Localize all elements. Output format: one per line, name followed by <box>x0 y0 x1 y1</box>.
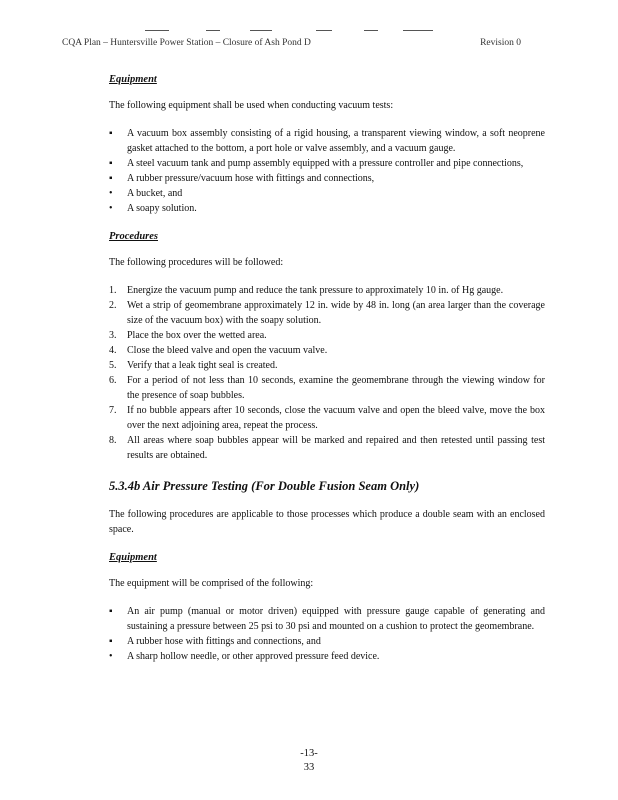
top-rule-marks <box>0 30 618 32</box>
list-item: 8. All areas where soap bubbles appear will be marked and repaired and then retested until passing test results are obtained. <box>109 435 545 461</box>
header-revision: Revision 0 <box>480 38 521 48</box>
procedures-intro: The following procedures will be followed: <box>109 257 284 268</box>
list-item: ▪ A rubber hose with fittings and connections, and <box>109 636 321 647</box>
page-label: -13- <box>300 748 318 759</box>
equipment-list <box>109 126 545 216</box>
equipment-intro: The following equipment shall be used when conducting vacuum tests: <box>109 100 394 111</box>
list-item: 3. Place the box over the wetted area. <box>109 330 267 341</box>
list-item: 7. If no bubble appears after 10 seconds, close the vacuum valve and open the bleed valve, move the box over the next adjoining area, repeat the process. <box>109 405 545 431</box>
air-pressure-section-title: 5.3.4b Air Pressure Testing (For Double Fusion Seam Only) <box>109 479 420 493</box>
list-item: ▪ A steel vacuum tank and pump assembly equipped with a pressure controller and pipe connections, <box>109 158 524 169</box>
list-item: ▪ A rubber pressure/vacuum hose with fittings and connections, <box>109 173 375 184</box>
list-item: • A bucket, and <box>109 188 183 199</box>
list-item: 4. Close the bleed valve and open the vacuum valve. <box>109 345 328 356</box>
list-item: • A sharp hollow needle, or other approved pressure feed device. <box>109 651 380 662</box>
list-item: 2. Wet a strip of geomembrane approximately 12 in. wide by 48 in. long (an area larger than the coverage size of the vacuum box) with the soapy solution. <box>109 300 545 326</box>
list-item: 1. Energize the vacuum pump and reduce the tank pressure to approximately 10 in. of Hg gauge. <box>109 285 504 296</box>
page-number: 33 <box>303 762 315 773</box>
air-pressure-intro: The following procedures are applicable to those processes which produce a double seam with an enclosed space. <box>109 509 545 535</box>
list-item: • A soapy solution. <box>109 203 197 214</box>
page-content <box>109 72 545 664</box>
list-item: ▪ An air pump (manual or motor driven) equipped with pressure gauge capable of generating and sustaining a pressure between 25 psi to 30 psi and mounted on a cushion to protect the geomembrane. <box>109 606 545 632</box>
air-equipment-list <box>109 604 545 664</box>
air-equipment-intro: The equipment will be comprised of the following: <box>109 578 314 589</box>
procedures-list <box>109 283 545 463</box>
list-item: ▪ A vacuum box assembly consisting of a rigid housing, a transparent viewing window, a soft neoprene gasket attached to the bottom, a port hole or valve assembly, and a vacuum gauge. <box>109 128 545 154</box>
air-equipment-heading: Equipment <box>109 552 157 563</box>
header-title: CQA Plan – Huntersville Power Station – Closure of Ash Pond D <box>62 38 311 48</box>
procedures-heading: Procedures <box>109 231 158 242</box>
list-item: 6. For a period of not less than 10 seconds, examine the geomembrane through the viewing window for the presence of soap bubbles. <box>109 375 545 401</box>
equipment-heading: Equipment <box>109 74 157 85</box>
list-item: 5. Verify that a leak tight seal is created. <box>109 360 278 371</box>
